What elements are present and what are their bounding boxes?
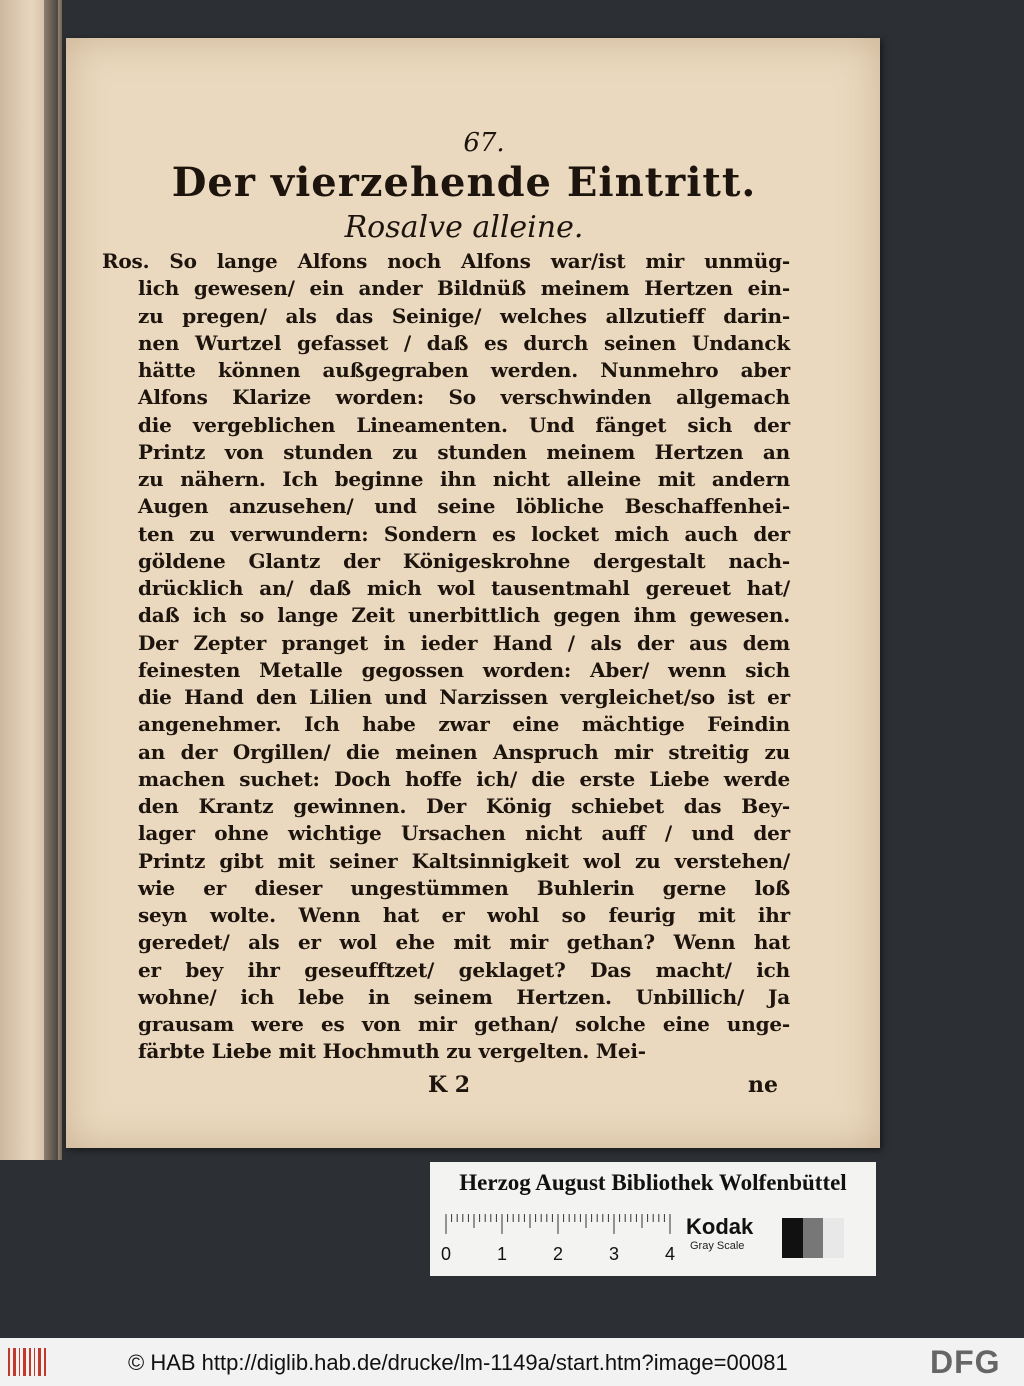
text-line: ten zu verwundern: Sondern es locket mich auch der (138, 521, 790, 546)
text-line: angenehmer. Ich habe zwar eine mächtige Feindin (138, 712, 790, 737)
scene-heading: Der vierzehende Eintritt. (171, 159, 757, 206)
scale-number: 1 (497, 1244, 508, 1264)
text-line: nen Wurtzel gefasset / daß es durch seinen Undanck (138, 330, 790, 355)
page-text-area (102, 128, 790, 1106)
text-line: die Hand den Lilien und Narzissen vergleichet/so ist er (138, 685, 790, 709)
text-line: wie er dieser ungestümmen Buhlerin gerne loß (138, 875, 790, 900)
gray-scale-swatch (782, 1218, 844, 1258)
text-line: seyn wolte. Wenn hat er wohl so feurig mit ihr (138, 903, 790, 927)
text-line: grausam were es von mir gethan/ solche eine unge- (138, 1012, 790, 1036)
page-number: 67. (463, 128, 505, 158)
scale-ruler-icon (440, 1212, 680, 1268)
text-line: lich gewesen/ ein ander Bildnüß meinem Hertzen ein- (138, 276, 790, 301)
text-line: er bey ihr geseufftzet/ geklaget? Das macht/ ich (138, 957, 790, 982)
text-line: göldene Glantz der Königeskrohne dergestalt nach- (138, 548, 790, 573)
text-line: Alfons Klarize worden: So verschwinden allgemach (138, 385, 790, 410)
library-card (430, 1162, 876, 1276)
text-line: Printz von stunden zu stunden meinem Hertzen an (138, 439, 790, 464)
text-line: färbte Liebe mit Hochmuth zu vergelten. Mei- (138, 1039, 646, 1064)
text-line: zu nähern. Ich beginne ihn nicht alleine mit andern (138, 467, 790, 491)
scene-subheading: Rosalve alleine. (344, 210, 584, 245)
text-line: geredet/ als er wol ehe mit mir gethan? Wenn hat (138, 930, 790, 955)
text-line: Augen anzusehen/ und seine löbliche Beschaffenhei- (138, 494, 790, 519)
text-line: den Krantz gewinnen. Der König schiebet das Bey- (138, 794, 790, 818)
kodak-logo: Kodak (686, 1214, 754, 1239)
measurement-scale (440, 1212, 680, 1268)
facing-page-edge (0, 0, 62, 1160)
catchword: ne (748, 1071, 778, 1098)
speaker-label: Ros. (102, 249, 170, 273)
copyright-link[interactable]: © HAB http://diglib.hab.de/drucke/lm-1149a/start.htm?image=00081 (128, 1350, 788, 1375)
scale-number: 4 (665, 1244, 676, 1264)
scale-number: 0 (441, 1244, 452, 1264)
barcode-icon (8, 1348, 50, 1376)
text-line: Printz gibt mit seiner Kaltsinnigkeit wol zu verstehen/ (138, 848, 790, 873)
text-line: Der Zepter pranget in ieder Hand / als der aus dem (138, 630, 790, 655)
text-line: hätte können außgegraben werden. Nunmehro aber (138, 358, 790, 382)
dialogue-body (102, 248, 790, 1066)
text-line: zu pregen/ als das Seinige/ welches allzutieff darin- (138, 303, 790, 328)
line-text: So lange Alfons noch Alfons war/ist mir unmüg- (169, 249, 790, 273)
book-page (66, 38, 880, 1148)
book-binding (44, 0, 58, 1160)
kodak-subtitle: Gray Scale (690, 1240, 745, 1252)
text-line: machen suchet: Doch hoffe ich/ die erste Liebe werde (138, 766, 790, 791)
text-line: daß ich so lange Zeit unerbittlich gegen ihm gewesen. (138, 603, 790, 628)
text-line: die vergeblichen Lineamenten. Und fänget sich der (138, 412, 790, 437)
text-line (102, 248, 790, 275)
dfg-logo: DFG (930, 1344, 1001, 1380)
text-line: feinesten Metalle gegossen worden: Aber/ wenn sich (138, 657, 790, 682)
signature-mark: K 2 (428, 1071, 471, 1098)
text-line: wohne/ ich lebe in seinem Hertzen. Unbillich/ Ja (138, 984, 790, 1009)
text-line: lager ohne wichtige Ursachen nicht auff / und der (138, 821, 790, 846)
text-line: an der Orgillen/ die meinen Anspruch mir streitig zu (138, 739, 790, 764)
page-footer-line (138, 1072, 790, 1106)
library-name: Herzog August Bibliothek Wolfenbüttel (459, 1170, 847, 1195)
viewer-footer (0, 1338, 1024, 1386)
scale-number: 3 (609, 1244, 620, 1264)
scale-number: 2 (553, 1244, 564, 1264)
text-line: drücklich an/ daß mich wol tausentmahl gereuet hat/ (138, 576, 790, 600)
